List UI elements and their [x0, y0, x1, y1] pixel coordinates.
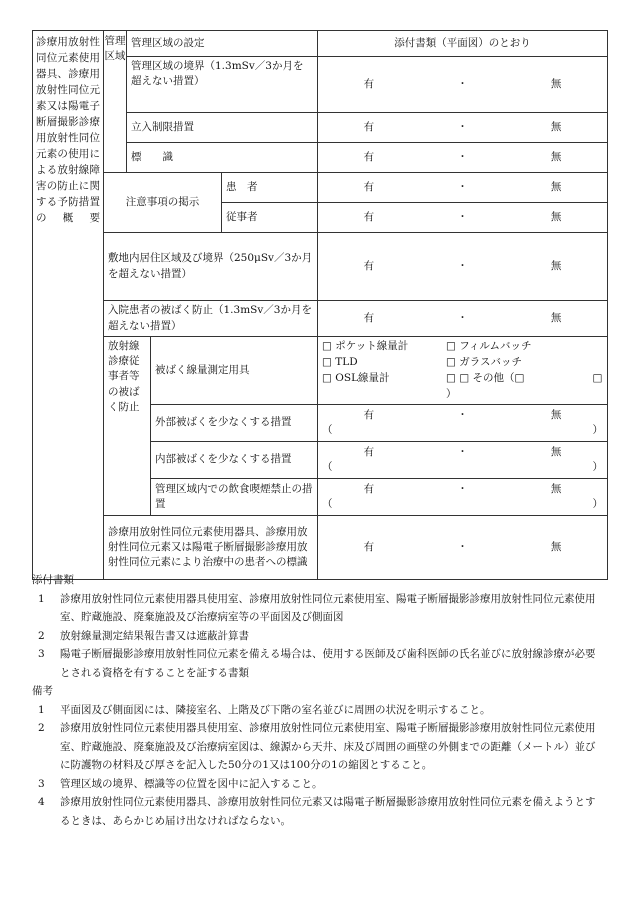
yes-text: 有	[363, 482, 375, 495]
paren-open: （	[322, 460, 333, 473]
no-text: 無	[550, 180, 562, 193]
yes-text: 有	[363, 120, 375, 133]
no-text: 無	[550, 259, 562, 272]
internal-label: 内部被ばくを少なくする措置	[151, 441, 318, 478]
no-text: 無	[550, 210, 562, 223]
dosimeter-label: 被ばく線量測定用具	[151, 337, 318, 405]
attachment-list	[32, 590, 602, 683]
dot-text: ・	[457, 408, 468, 421]
eating-answer	[318, 478, 608, 515]
staff-label: 放射線診療従事者等の被ばく防止	[104, 337, 151, 516]
yes-text: 有	[363, 540, 375, 553]
paren-open: （	[322, 497, 333, 510]
measures-table	[32, 30, 608, 580]
option-osl[interactable]: □ OSL線量計	[322, 371, 446, 401]
yes-text: 有	[363, 210, 375, 223]
kanri-header: 管理区域	[104, 31, 127, 173]
yes-no-site	[318, 233, 608, 301]
dot-text: ・	[457, 77, 468, 90]
yes-no-inpatient	[318, 301, 608, 337]
list-item: 3 管理区域の境界、標識等の位置を図中に記入すること。	[38, 777, 323, 790]
yes-no-worker	[318, 203, 608, 233]
no-text: 無	[550, 408, 562, 421]
yes-text: 有	[363, 259, 375, 272]
dot-text: ・	[457, 120, 468, 133]
dot-text: ・	[457, 311, 468, 324]
yes-text: 有	[363, 408, 375, 421]
external-answer	[318, 404, 608, 441]
sign-label: 標 識	[127, 143, 318, 173]
option-tld[interactable]: □ TLD	[322, 355, 446, 370]
attachments-heading: 添付書類	[32, 574, 74, 586]
dot-text: ・	[457, 210, 468, 223]
paren-close: ）	[592, 460, 603, 473]
patient-label: 患 者	[222, 173, 318, 203]
no-text: 無	[550, 120, 562, 133]
no-text: 無	[550, 540, 562, 553]
yes-no-sign-treat	[318, 515, 608, 579]
no-text: 無	[550, 311, 562, 324]
list-item: 2 放射線量測定結果報告書又は遮蔽計算書	[38, 629, 249, 642]
yes-text: 有	[363, 311, 375, 324]
dot-text: ・	[457, 540, 468, 553]
list-item: 2 診療用放射性同位元素使用器具使用室、診療用放射性同位元素使用室、陽電子断層撮影診療用放射性同位元素使用室、貯蔵施設、廃棄施設及び治療病室図は、線源から天井、床及び周囲の画壁の外側までの距離（メートル）並びに防護物の材料及び厚さを記入した50分の1又は100分の1の縮図とすること。	[38, 722, 596, 771]
paren-open: （	[322, 423, 333, 436]
yes-no-boundary	[318, 57, 608, 113]
dot-text: ・	[457, 150, 468, 163]
list-item: 4 診療用放射性同位元素使用器具、診療用放射性同位元素又は陽電子断層撮影診療用放射性同位元素を備えようとするときは、あらかじめ届け出なければならない。	[38, 796, 596, 827]
dot-text: ・	[457, 180, 468, 193]
dosimeter-options	[318, 337, 608, 405]
yes-text: 有	[363, 445, 375, 458]
paren-close: ）	[592, 497, 603, 510]
yes-text: 有	[363, 180, 375, 193]
boundary-label: 管理区域の境界（1.3mSv／3か月を超えない措置）	[127, 57, 318, 113]
yes-no-sign	[318, 143, 608, 173]
list-item: 1 診療用放射性同位元素使用器具使用室、診療用放射性同位元素使用室、陽電子断層撮影診療用放射性同位元素使用室、貯蔵施設、廃棄施設及び治療病室等の平面図及び側面図	[38, 592, 596, 623]
notes-section	[32, 571, 602, 830]
yes-text: 有	[363, 150, 375, 163]
internal-answer	[318, 441, 608, 478]
remarks-heading: 備考	[32, 685, 53, 697]
option-glass[interactable]: □ ガラスバッチ	[446, 355, 603, 370]
option-other[interactable]: □ □ その他（□□ ）	[446, 371, 603, 401]
side-header: 診療用放射性同位元素使用器具、診療用放射性同位元素又は陽電子断層撮影診療用放射性同位元素の使用による放射線障害の防止に関する予防措置の概要	[33, 31, 104, 580]
no-text: 無	[550, 77, 562, 90]
no-text: 無	[550, 445, 562, 458]
yes-no-restriction	[318, 113, 608, 143]
paren-close: □ ）	[446, 372, 602, 399]
paren-close: ）	[592, 423, 603, 436]
no-text: 無	[550, 482, 562, 495]
dot-text: ・	[457, 445, 468, 458]
inpatient-label: 入院患者の被ばく防止（1.3mSv／3か月を超えない措置）	[104, 301, 318, 337]
setting-value: 添付書類（平面図）のとおり	[318, 31, 608, 57]
setting-label: 管理区域の設定	[127, 31, 318, 57]
worker-label: 従事者	[222, 203, 318, 233]
restriction-label: 立入制限措置	[127, 113, 318, 143]
eating-label: 管理区域内での飲食喫煙禁止の措置	[151, 478, 318, 515]
remarks-list	[32, 701, 602, 831]
option-pocket[interactable]: □ ポケット線量計	[322, 339, 446, 354]
option-film[interactable]: □ フィルムバッチ	[446, 339, 603, 354]
yes-no-patient	[318, 173, 608, 203]
no-text: 無	[550, 150, 562, 163]
notice-label: 注意事項の掲示	[104, 173, 222, 233]
dot-text: ・	[457, 482, 468, 495]
dot-text: ・	[457, 259, 468, 272]
sign-treat-label: 診療用放射性同位元素使用器具、診療用放射性同位元素又は陽電子断層撮影診療用放射性同位元素により治療中の患者への標識	[104, 515, 318, 579]
list-item: 3 陽電子断層撮影診療用放射性同位元素を備える場合は、使用する医師及び歯科医師の氏名並びに放射線診療が必要とされる資格を有することを証する書類	[38, 648, 596, 679]
site-label: 敷地内居住区域及び境界（250μSv／3か月を超えない措置）	[104, 233, 318, 301]
external-label: 外部被ばくを少なくする措置	[151, 404, 318, 441]
list-item: 1 平面図及び側面図には、隣接室名、上階及び下階の室名並びに周囲の状況を明示すること。	[38, 703, 491, 716]
yes-text: 有	[363, 77, 375, 90]
